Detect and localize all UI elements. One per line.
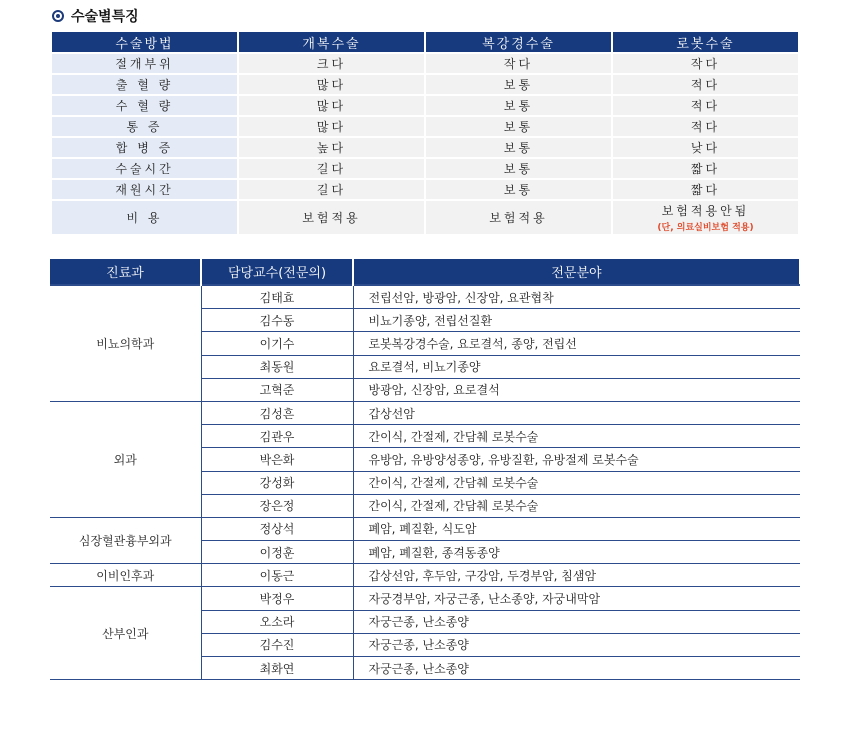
cell-value: 적다 xyxy=(690,99,721,113)
professor-cell: 오소라 xyxy=(201,610,353,633)
row-label: 통 증 xyxy=(52,117,237,136)
professor-cell: 강성화 xyxy=(201,471,353,494)
cell-value: 낮다 xyxy=(690,141,721,155)
table-row xyxy=(52,138,798,157)
department-cell: 이비인후과 xyxy=(50,564,201,587)
column-header: 수술방법 xyxy=(52,32,237,52)
specialty-cell: 폐암, 폐질환, 종격동종양 xyxy=(353,541,800,564)
cell-value: 보통 xyxy=(503,162,534,176)
table-row xyxy=(52,201,798,234)
specialty-cell: 갑상선암 xyxy=(353,401,800,424)
cell-value: 크다 xyxy=(316,57,347,71)
specialty-cell: 로봇복강경수술, 요로결석, 종양, 전립선 xyxy=(353,332,800,355)
table-cell xyxy=(239,54,424,73)
professor-cell: 고혁준 xyxy=(201,378,353,401)
table-cell xyxy=(613,138,798,157)
professor-cell: 이기수 xyxy=(201,332,353,355)
table-row xyxy=(50,401,800,424)
table-cell xyxy=(426,138,611,157)
cell-value: 작다 xyxy=(690,57,721,71)
cell-value: 보험적용 xyxy=(489,211,548,225)
specialty-cell: 유방암, 유방양성종양, 유방질환, 유방절제 로봇수술 xyxy=(353,448,800,471)
professor-cell: 최화연 xyxy=(201,657,353,680)
row-label: 출 혈 량 xyxy=(52,75,237,94)
table-cell xyxy=(239,138,424,157)
table-cell xyxy=(613,54,798,73)
professor-cell: 김관우 xyxy=(201,425,353,448)
table-cell xyxy=(613,159,798,178)
table-row xyxy=(50,285,800,309)
row-label: 수 혈 량 xyxy=(52,96,237,115)
cell-value: 높다 xyxy=(316,141,347,155)
section-header xyxy=(52,6,139,26)
surgery-comparison-table xyxy=(50,30,800,236)
table-cell xyxy=(239,201,424,234)
row-label: 절개부위 xyxy=(52,54,237,73)
specialty-cell: 간이식, 간절제, 간담췌 로봇수술 xyxy=(353,425,800,448)
row-label: 수술시간 xyxy=(52,159,237,178)
cell-value: 보통 xyxy=(503,120,534,134)
table-cell xyxy=(426,201,611,234)
cell-value: 보험적용 xyxy=(302,211,361,225)
table-row xyxy=(52,117,798,136)
department-cell: 비뇨의학과 xyxy=(50,285,201,401)
row-label: 비 용 xyxy=(52,201,237,234)
column-header: 로봇수술 xyxy=(613,32,798,52)
specialty-cell: 갑상선암, 후두암, 구강암, 두경부암, 침샘암 xyxy=(353,564,800,587)
professor-cell: 김태효 xyxy=(201,285,353,309)
table-header-row xyxy=(50,259,800,286)
professor-cell: 박정우 xyxy=(201,587,353,610)
professor-cell: 이동근 xyxy=(201,564,353,587)
table-cell xyxy=(239,75,424,94)
cell-value: 작다 xyxy=(503,57,534,71)
department-cell: 심장혈관흉부외과 xyxy=(50,517,201,563)
department-cell: 산부인과 xyxy=(50,587,201,680)
table-row xyxy=(52,180,798,199)
professor-cell: 정상석 xyxy=(201,517,353,540)
professor-cell: 김성흔 xyxy=(201,401,353,424)
cell-value: 보통 xyxy=(503,183,534,197)
cell-value: 적다 xyxy=(690,120,721,134)
cell-value: 보통 xyxy=(503,78,534,92)
table-cell xyxy=(239,159,424,178)
table-cell xyxy=(426,117,611,136)
table-row xyxy=(52,54,798,73)
specialty-cell: 비뇨기종양, 전립선질환 xyxy=(353,309,800,332)
specialty-cell: 전립선암, 방광암, 신장암, 요관협착 xyxy=(353,285,800,309)
table-cell xyxy=(426,180,611,199)
doctor-table xyxy=(50,258,800,680)
professor-cell: 장은정 xyxy=(201,494,353,517)
professor-cell: 박은화 xyxy=(201,448,353,471)
table-cell xyxy=(613,180,798,199)
row-label: 합 병 증 xyxy=(52,138,237,157)
cell-value: 짧다 xyxy=(690,183,721,197)
cell-value: 많다 xyxy=(316,78,347,92)
cell-value: 길다 xyxy=(316,183,347,197)
specialty-cell: 방광암, 신장암, 요로결석 xyxy=(353,378,800,401)
professor-cell: 최동원 xyxy=(201,355,353,378)
table-header-row xyxy=(52,32,798,52)
specialty-cell: 폐암, 폐질환, 식도암 xyxy=(353,517,800,540)
column-header: 전문분야 xyxy=(353,259,800,286)
cell-value: 많다 xyxy=(316,120,347,134)
department-cell: 외과 xyxy=(50,401,201,517)
cell-value: 보험적용안됨 xyxy=(661,204,750,218)
cell-value: 길다 xyxy=(316,162,347,176)
table-cell xyxy=(426,54,611,73)
cell-value: 짧다 xyxy=(690,162,721,176)
specialty-cell: 요로결석, 비뇨기종양 xyxy=(353,355,800,378)
professor-cell: 이정훈 xyxy=(201,541,353,564)
column-header: 담당교수(전문의) xyxy=(201,259,353,286)
cell-value: 보통 xyxy=(503,99,534,113)
cell-value: 보통 xyxy=(503,141,534,155)
specialty-cell: 자궁근종, 난소종양 xyxy=(353,610,800,633)
specialty-cell: 간이식, 간절제, 간담췌 로봇수술 xyxy=(353,471,800,494)
professor-cell: 김수진 xyxy=(201,633,353,656)
table-cell xyxy=(613,201,798,234)
bullet-circle-icon xyxy=(52,10,64,22)
cell-value: 적다 xyxy=(690,78,721,92)
table-row xyxy=(50,517,800,540)
specialty-cell: 자궁근종, 난소종양 xyxy=(353,633,800,656)
specialty-cell: 간이식, 간절제, 간담췌 로봇수술 xyxy=(353,494,800,517)
table-cell xyxy=(613,75,798,94)
cell-value: 많다 xyxy=(316,99,347,113)
table-cell xyxy=(239,180,424,199)
table-cell xyxy=(426,96,611,115)
cell-note: (단, 의료실비보험 적용) xyxy=(657,223,754,233)
column-header: 복강경수술 xyxy=(426,32,611,52)
table-cell xyxy=(426,159,611,178)
table-cell xyxy=(239,117,424,136)
table-row xyxy=(52,159,798,178)
table-cell xyxy=(613,96,798,115)
table-cell xyxy=(613,117,798,136)
table-cell xyxy=(426,75,611,94)
column-header: 개복수술 xyxy=(239,32,424,52)
table-row xyxy=(50,564,800,587)
row-label: 재원시간 xyxy=(52,180,237,199)
table-row xyxy=(52,75,798,94)
specialty-cell: 자궁경부암, 자궁근종, 난소종양, 자궁내막암 xyxy=(353,587,800,610)
section-title: 수술별특징 xyxy=(71,9,139,25)
professor-cell: 김수동 xyxy=(201,309,353,332)
table-row xyxy=(50,587,800,610)
table-row xyxy=(52,96,798,115)
table-cell xyxy=(239,96,424,115)
column-header: 진료과 xyxy=(50,259,201,286)
specialty-cell: 자궁근종, 난소종양 xyxy=(353,657,800,680)
